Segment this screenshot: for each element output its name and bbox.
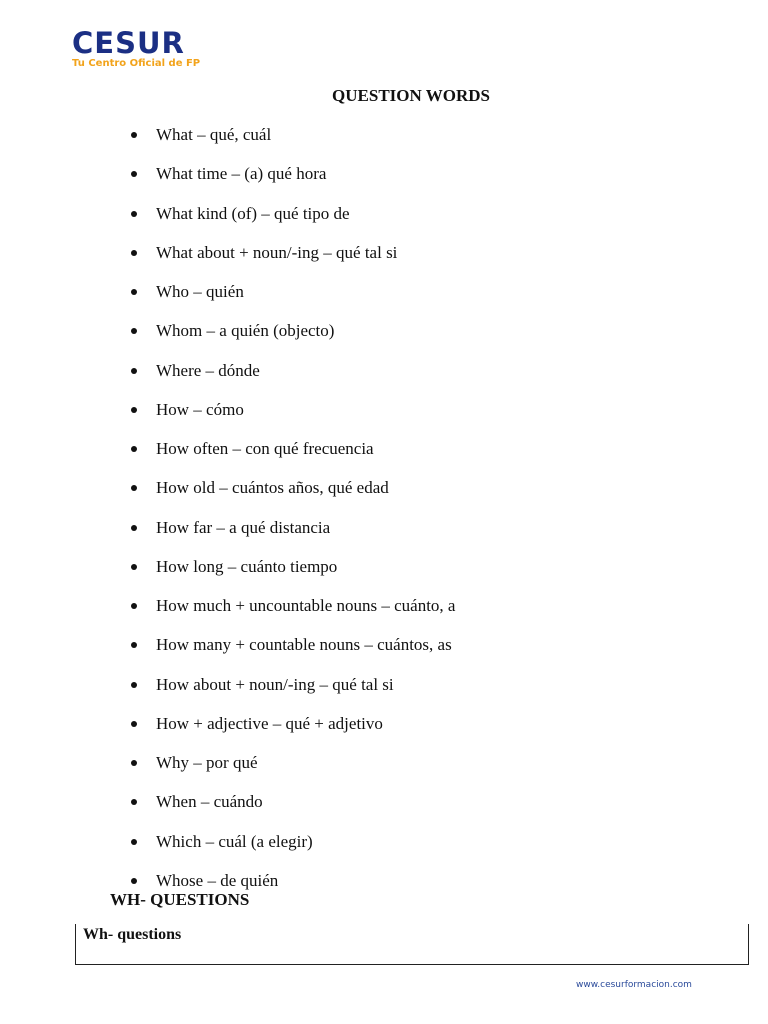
list-item-text: Where – dónde <box>156 360 260 380</box>
bullet-icon <box>131 211 137 217</box>
page-title: QUESTION WORDS <box>332 86 490 105</box>
logo-tagline: Tu Centro Oficial de FP <box>72 58 201 69</box>
list-item <box>156 400 244 420</box>
list-item <box>156 282 244 302</box>
list-item <box>156 243 397 263</box>
bullet-icon <box>131 839 137 845</box>
bullet-icon <box>131 564 137 570</box>
bullet-icon <box>131 760 137 766</box>
footer-url: www.cesurformacion.com <box>576 980 692 990</box>
list-item-text: How often – con qué frecuencia <box>156 439 374 458</box>
list-item <box>156 361 260 381</box>
list-item <box>156 792 263 812</box>
bullet-icon <box>131 682 137 688</box>
list-item-text: How about + noun/-ing – qué tal si <box>156 674 394 694</box>
list-item-text: How much + uncountable nouns – cuánto, a <box>156 596 456 615</box>
list-item-text: Whose – de quién <box>156 870 279 890</box>
list-item-text: How old – cuántos años, qué edad <box>156 478 389 498</box>
list-item-text: What – qué, cuál <box>156 125 272 144</box>
list-item <box>156 753 258 773</box>
list-item-text: When – cuándo <box>156 792 263 812</box>
bullet-icon <box>131 289 137 295</box>
list-item-text: Who – quién <box>156 282 244 301</box>
bullet-icon <box>131 132 137 138</box>
cesur-logo <box>72 28 200 70</box>
section-title: WH- QUESTIONS <box>110 890 250 909</box>
list-item-text: What kind (of) – qué tipo de <box>156 203 350 223</box>
list-item <box>156 714 383 734</box>
list-item <box>156 439 374 459</box>
bullet-icon <box>131 328 137 334</box>
bullet-icon <box>131 446 137 452</box>
list-item <box>156 204 350 224</box>
list-item-text: Why – por qué <box>156 753 258 772</box>
list-item <box>156 125 271 145</box>
bullet-icon <box>131 485 137 491</box>
list-item <box>156 635 452 655</box>
list-item <box>156 832 313 852</box>
list-item-text: How many + countable nouns – cuántos, as <box>156 635 452 655</box>
list-item <box>156 164 326 184</box>
bullet-icon <box>131 642 137 648</box>
list-item-text: How + adjective – qué + adjetivo <box>156 713 383 733</box>
list-item <box>156 675 394 695</box>
list-item <box>156 478 389 498</box>
bullet-icon <box>131 799 137 805</box>
bullet-icon <box>131 878 137 884</box>
logo-wordmark: CESUR <box>72 26 185 60</box>
bullet-icon <box>131 721 137 727</box>
list-item <box>156 557 337 577</box>
list-item <box>156 321 334 341</box>
bullet-icon <box>131 407 137 413</box>
bullet-icon <box>131 171 137 177</box>
list-item <box>156 518 330 538</box>
bullet-icon <box>131 250 137 256</box>
list-item-text: Whom – a quién (objecto) <box>156 321 335 341</box>
list-item-text: What time – (a) qué hora <box>156 164 327 184</box>
list-item <box>156 871 278 891</box>
wh-questions-table <box>75 924 749 965</box>
list-item-text: How far – a qué distancia <box>156 517 331 537</box>
bullet-icon <box>131 603 137 609</box>
bullet-icon <box>131 368 137 374</box>
list-item-text: How – cómo <box>156 399 244 419</box>
list-item <box>156 596 455 616</box>
list-item-text: What about + noun/-ing – qué tal si <box>156 242 398 262</box>
list-item-text: How long – cuánto tiempo <box>156 556 338 576</box>
table-cell-label: Wh- questions <box>83 926 182 943</box>
list-item-text: Which – cuál (a elegir) <box>156 831 313 851</box>
bullet-icon <box>131 525 137 531</box>
